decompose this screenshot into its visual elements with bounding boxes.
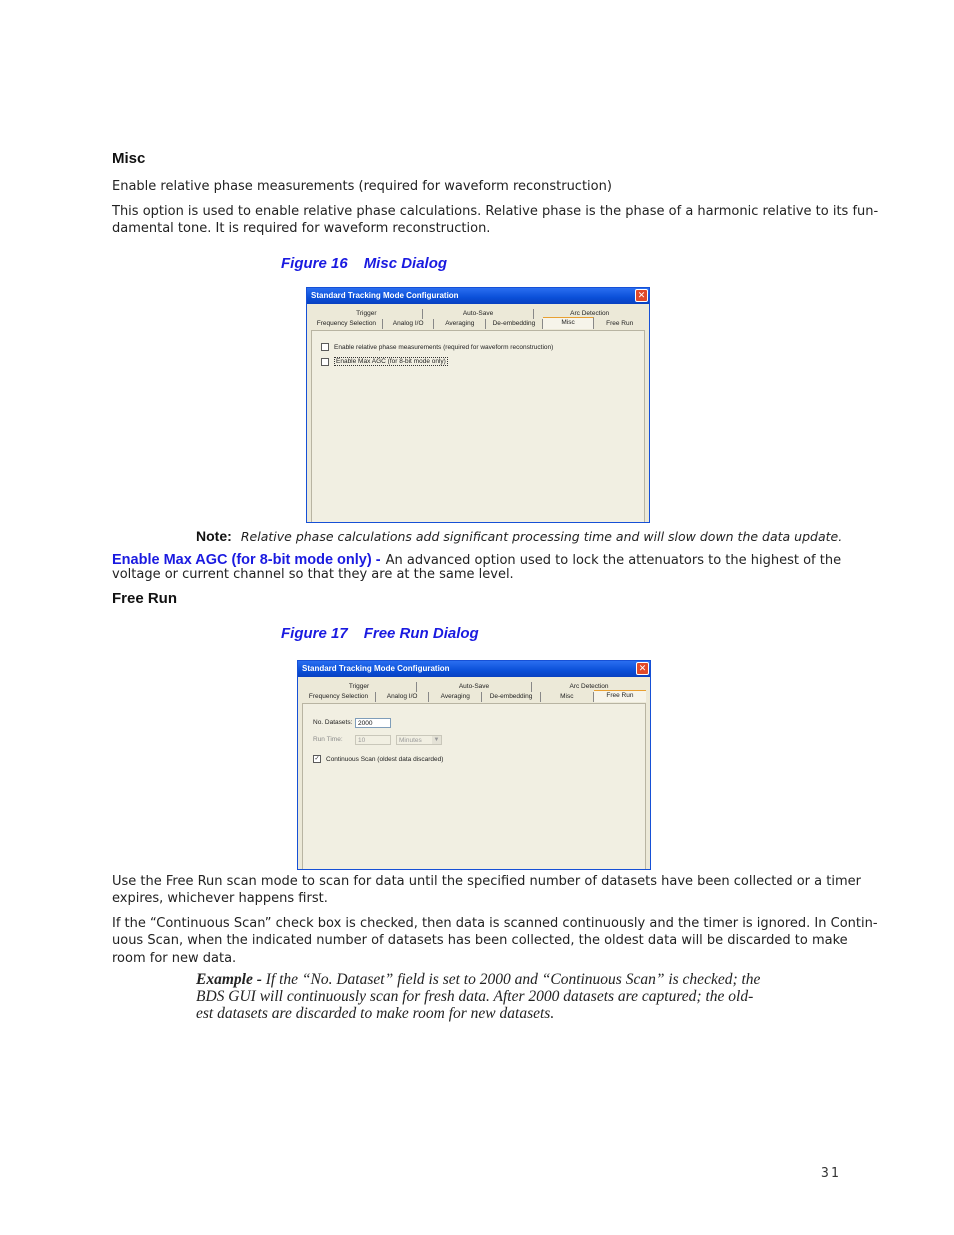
free-run-p1-line2: expires, whichever happens first.	[112, 891, 328, 906]
figure16-caption	[281, 255, 447, 272]
example-line1	[196, 972, 760, 989]
continuous-scan-option[interactable]	[313, 755, 443, 763]
example-label: Example -	[196, 971, 262, 988]
continuous-scan-checkbox[interactable]	[313, 755, 321, 763]
figure16-number: Figure 16	[281, 255, 348, 272]
figure17-number: Figure 17	[281, 625, 348, 642]
tab-trigger[interactable]: Trigger	[311, 309, 423, 319]
close-button[interactable]	[635, 289, 648, 302]
max-agc-label: Enable Max AGC (for 8-bit mode only)	[336, 358, 446, 365]
dialog-title: Standard Tracking Mode Configuration	[311, 291, 459, 300]
figure16-title: Misc Dialog	[363, 255, 448, 272]
tab-auto-save[interactable]: Auto-Save	[423, 309, 535, 319]
datasets-input[interactable]: 2000	[355, 718, 391, 728]
max-agc-description-line2: voltage or current channel so that they are at the same level.	[112, 567, 514, 582]
runtime-input[interactable]: 10	[355, 735, 391, 745]
tab-row-2	[302, 692, 646, 702]
tab-row-2	[311, 319, 645, 329]
runtime-label: Run Time:	[313, 736, 343, 743]
relative-phase-label: Enable relative phase measurements (required for waveform reconstruction)	[334, 343, 554, 351]
runtime-unit-select[interactable]	[396, 735, 442, 745]
note-label: Note:	[196, 528, 232, 544]
tab-misc[interactable]: Misc	[541, 692, 594, 702]
tab-analog-io[interactable]: Analog I/O	[383, 319, 435, 329]
note-text: Relative phase calculations add significant processing time and will slow down the data update.	[240, 529, 843, 544]
free-run-p2-line2: uous Scan, when the indicated number of datasets has been collected, the oldest data will be discarded to make	[112, 933, 848, 948]
tab-free-run[interactable]: Free Run	[606, 320, 634, 327]
dialog-titlebar	[298, 661, 650, 677]
tab-frequency-selection[interactable]: Frequency Selection	[302, 692, 376, 702]
misc-tab-panel	[311, 330, 645, 522]
dialog-title: Standard Tracking Mode Configuration	[302, 664, 450, 673]
misc-description-line1: This option is used to enable relative phase calculations. Relative phase is the phase of a harmonic relative to its fun-	[112, 204, 879, 219]
free-run-p2-line1: If the “Continuous Scan” check box is checked, then data is scanned continuously and the timer is ignored. In Contin-	[112, 916, 878, 931]
tab-de-embedding[interactable]: De-embedding	[482, 692, 540, 702]
tab-de-embedding[interactable]: De-embedding	[486, 319, 543, 329]
figure17-title: Free Run Dialog	[363, 625, 479, 642]
free-run-p2-line3: room for new data.	[112, 951, 237, 966]
tab-row-1	[311, 309, 645, 319]
tab-averaging[interactable]: Averaging	[434, 319, 486, 329]
misc-option-line: Enable relative phase measurements (required for waveform reconstruction)	[112, 179, 612, 194]
close-icon: ✕	[637, 291, 646, 301]
page-number: 31	[821, 1166, 841, 1181]
datasets-label: No. Datasets:	[313, 719, 353, 726]
continuous-scan-label: Continuous Scan (oldest data discarded)	[326, 755, 444, 763]
tab-averaging[interactable]: Averaging	[429, 692, 482, 702]
figure17-caption	[281, 625, 479, 642]
tab-misc[interactable]: Misc	[543, 317, 595, 329]
relative-phase-checkbox[interactable]	[321, 343, 329, 351]
misc-dialog	[306, 287, 650, 523]
runtime-unit-value: Minutes	[399, 737, 422, 744]
dialog-titlebar	[307, 288, 649, 304]
example-line2: BDS GUI will continuously scan for fresh data. After 2000 datasets are captured; the old-	[196, 988, 754, 1005]
max-agc-checkbox[interactable]	[321, 358, 329, 366]
max-agc-option[interactable]	[321, 357, 448, 366]
tab-trigger[interactable]: Trigger	[302, 682, 417, 692]
chevron-down-icon: ▼	[433, 737, 440, 743]
relative-phase-option[interactable]	[321, 343, 553, 351]
free-run-p1-line1: Use the Free Run scan mode to scan for data until the specified number of datasets have been collected or a timer	[112, 874, 861, 889]
tab-arc-detection[interactable]: Arc Detection	[569, 683, 609, 690]
tab-auto-save[interactable]: Auto-Save	[417, 682, 532, 692]
check-icon: ✓	[314, 756, 320, 762]
misc-description-line2: damental tone. It is required for waveform reconstruction.	[112, 221, 491, 236]
tab-analog-io[interactable]: Analog I/O	[376, 692, 429, 702]
example-text-line1: If the “No. Dataset” field is set to 2000 and “Continuous Scan” is checked; the	[265, 971, 761, 988]
close-icon: ✕	[638, 664, 647, 674]
close-button[interactable]	[636, 662, 649, 675]
tab-arc-detection[interactable]: Arc Detection	[570, 310, 610, 317]
example-line3: est datasets are discarded to make room for new datasets.	[196, 1005, 555, 1022]
tab-frequency-selection[interactable]: Frequency Selection	[311, 319, 383, 329]
free-run-tab-panel	[302, 703, 646, 869]
max-agc-term: Enable Max AGC (for 8-bit mode only) -	[112, 552, 381, 568]
free-run-dialog	[297, 660, 651, 870]
max-agc-description-line1: An advanced option used to lock the attenuators to the highest of the	[385, 553, 842, 568]
note	[196, 526, 842, 545]
misc-heading: Misc	[112, 150, 146, 167]
tab-free-run[interactable]: Free Run	[594, 690, 646, 702]
free-run-heading: Free Run	[112, 590, 178, 607]
